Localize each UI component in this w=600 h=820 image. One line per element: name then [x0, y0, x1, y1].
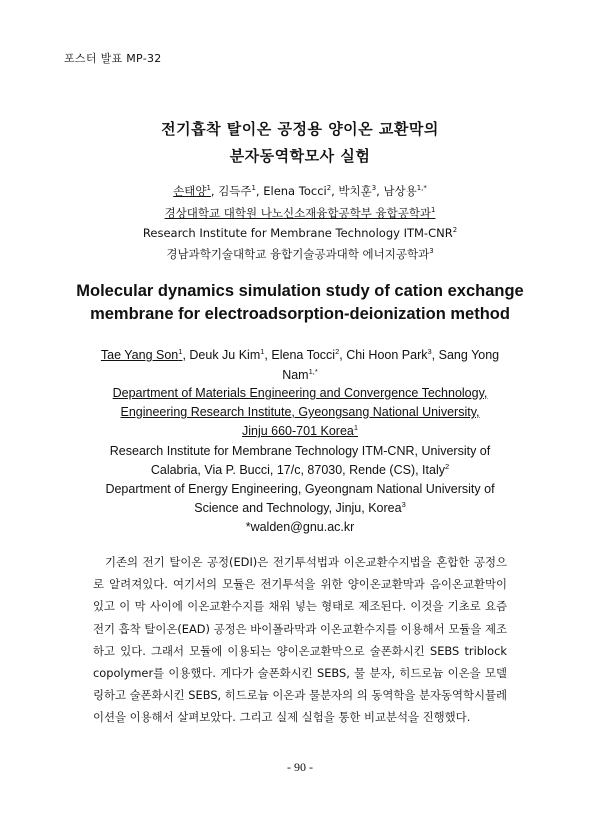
english-title-line2: membrane for electroadsorption-deionization method — [90, 305, 510, 323]
english-authors-line2: Nam$^{1,*}$ — [282, 366, 318, 382]
english-title-line1: Molecular dynamics simulation study of cation exchange — [76, 282, 524, 300]
korean-affiliation-3: 경남과학기술대학교 융합기술공과대학 에너지공학과$^3$ — [166, 247, 434, 261]
english-affiliation-1-line2: Engineering Research Institute, Gyeongsang National University, — [120, 405, 480, 419]
korean-title-line1: 전기흡착 탈이온 공정용 양이온 교환막의 — [161, 120, 439, 138]
abstract-paragraph: 기존의 전기 탈이온 공정(EDI)은 전기투석법과 이온교환수지법을 혼합한 공정으로 알려져있다. 여기서의 모듈은 전기투석을 위한 양이온교환막과 음이온교환막이 있고 이 막 사이에 이온교환수지를 채워 넣는 형태로 제조된다. 이것을 기초로 요즘 전기 흡착 탈이온(EAD) 공정은 바이폴라막과 이온교환수지를 이용해서 모듈을 제조하고 있다. 그래서 모듈에 이용되는 양이온교환막으로 술폰화시킨 SEBS triblock copolymer를 이용했다. 게다가 술폰화시킨 SEBS, 물 분자, 히드로늄 이온을 모델링하고 술폰화시킨 SEBS, 히드로늄 이온과 물분자의 의 동역학을 분자동역학시뮬레이션을 이용해서 살펴보았다. 그리고 실제 실험을 통한 비교분석을 진행했다. — [93, 555, 507, 725]
english-authors-line1: Tae Yang Son$^1$, Deuk Ju Kim$^1$, Elena Tocci$^2$, Chi Hoon Park$^3$, Sang Yong — [100, 346, 500, 362]
korean-author: Elena Tocci$^2$ — [263, 184, 332, 198]
korean-affiliation-2: Research Institute for Membrane Technology ITM-CNR$^2$ — [142, 226, 458, 240]
english-affiliation-3-line1: Department of Energy Engineering, Gyeongnam National University of — [105, 482, 495, 496]
english-affiliation-1-line3: Jinju 660-701 Korea$^1$ — [241, 422, 359, 438]
session-label: 포스터 발표 MP-32 — [64, 52, 162, 65]
korean-authors: 손태양$^1$, 김득주$^1$, Elena Tocci$^2$, 박치훈$^3$, 남상용$^{1,*}$ — [173, 184, 427, 198]
korean-author: 박치훈$^3$ — [338, 184, 377, 198]
page-number: - 90 - — [287, 760, 313, 774]
korean-affiliation-1: 경상대학교 대학원 나노신소재융합공학부 융합공학과$^1$ — [164, 206, 436, 220]
english-affiliation-2-line2: Calabria, Via P. Bucci, 17/c, 87030, Rende (CS), Italy$^2$ — [150, 461, 450, 477]
korean-author: 김득주$^1$ — [218, 184, 256, 198]
korean-author-presenter: 손태양$^1$ — [173, 184, 211, 198]
korean-title-line2: 분자동역학모사 실험 — [229, 147, 371, 165]
english-affiliation-1-line1: Department of Materials Engineering and Convergence Technology, — [112, 386, 488, 400]
corresponding-email: *walden@gnu.ac.kr — [245, 520, 355, 534]
english-affiliation-2-line1: Research Institute for Membrane Technology ITM-CNR, University of — [109, 444, 491, 458]
english-affiliation-3-line2: Science and Technology, Jinju, Korea$^3$ — [194, 499, 406, 515]
korean-author: 남상용$^{1,*}$ — [383, 184, 427, 198]
english-author-presenter: Tae Yang Son$^1$ — [100, 346, 183, 362]
